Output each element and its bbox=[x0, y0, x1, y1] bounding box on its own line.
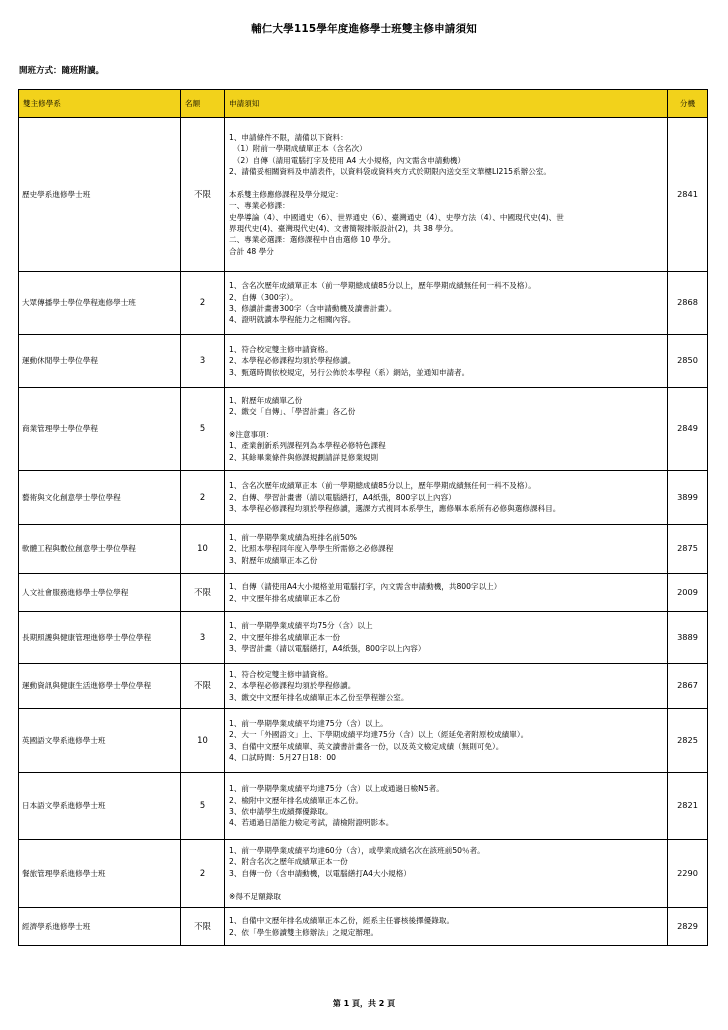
program-name: 英國語文學系進修學士班 bbox=[19, 709, 181, 773]
program-name: 藝術與文化創意學士學位學程 bbox=[19, 471, 181, 525]
header-extension: 分機 bbox=[668, 90, 708, 118]
note-line: 3、本學程必修課程均須於學程修讀，選課方式視同本系學生，應修畢本系所有必修與選修課科目。 bbox=[229, 504, 561, 514]
note-line: ※得不足額錄取 bbox=[229, 891, 281, 901]
note-line: 1、符合校定雙主修申請資格。 bbox=[229, 344, 333, 354]
note-line: 2、中文歷年排名成績單正本乙份 bbox=[229, 593, 341, 603]
program-quota: 2 bbox=[181, 471, 225, 525]
table-row bbox=[19, 118, 708, 272]
note-line: 2、大一「外國語文」上、下學期成績平均達75分（含）以上（經延免者附原校成績單）。 bbox=[229, 730, 529, 740]
header-program: 雙主修學系 bbox=[19, 90, 181, 118]
note-line bbox=[229, 418, 664, 429]
header-quota: 名額 bbox=[181, 90, 225, 118]
note-line: 2、請備妥相關資料及申請表件，以資料袋或資料夾方式於期限內送交至文華樓LI215系辦公室。 bbox=[229, 166, 551, 176]
program-name: 人文社會服務進修學士學位學程 bbox=[19, 574, 181, 612]
note-line: 2、附含名次之歷年成績單正本一份 bbox=[229, 857, 348, 867]
note-line: 1、附歷年成績單乙份 bbox=[229, 395, 303, 405]
note-line: 1、申請條件不限，請備以下資料： bbox=[229, 132, 348, 142]
program-name: 軟體工程與數位創意學士學位學程 bbox=[19, 525, 181, 574]
program-name: 經濟學系進修學士班 bbox=[19, 908, 181, 946]
double-major-table bbox=[18, 89, 708, 946]
note-line: 3、甄選時間依校規定，另行公佈於本學程（系）網站，並通知申請者。 bbox=[229, 367, 470, 377]
extension-number: 2875 bbox=[668, 525, 708, 574]
note-line: （1）附前一學期成績單正本（含名次） bbox=[229, 144, 367, 154]
note-line: 3、修讀計畫書300字（含申請動機及讀書計畫）。 bbox=[229, 304, 397, 313]
note-line: 1、前一學期學業成績平均75分（含）以上 bbox=[229, 621, 373, 631]
program-name: 長期照護與健康管理進修學士學位學程 bbox=[19, 612, 181, 664]
note-line: 3、附歷年成績單正本乙份 bbox=[229, 555, 318, 565]
table-row bbox=[19, 908, 708, 946]
note-line: 1、自傳（請使用A4大小規格並用電腦打字，內文需含申請動機，共800字以上） bbox=[229, 582, 502, 592]
program-quota: 3 bbox=[181, 335, 225, 388]
table-row bbox=[19, 335, 708, 388]
table-row bbox=[19, 574, 708, 612]
table-row bbox=[19, 664, 708, 709]
note-line: 1、產業創新系列課程列為本學程必修特色課程 bbox=[229, 441, 386, 451]
extension-number: 2849 bbox=[668, 388, 708, 471]
program-name: 歷史學系進修學士班 bbox=[19, 118, 181, 272]
note-line: 本系雙主修應修課程及學分規定： bbox=[229, 189, 343, 199]
note-line: 1、含名次歷年成績單正本（前一學期總成績85分以上，歷年學期成績無任何一科不及格）。 bbox=[229, 281, 536, 291]
note-line: 史學導論（4）、中國通史（6）、世界通史（6）、臺灣通史（4）、史學方法（4）、中國現代史(4)、世 bbox=[229, 212, 564, 222]
note-line: 2、本學程必修課程均須於學程修讀。 bbox=[229, 681, 356, 691]
program-quota: 10 bbox=[181, 709, 225, 773]
note-line: 3、學習計畫（請以電腦繕打，A4紙張，800字以上內容） bbox=[229, 644, 426, 654]
program-quota: 不限 bbox=[181, 908, 225, 946]
note-line: 3、繳交中文歷年排名成績單正本乙份至學程辦公室。 bbox=[229, 692, 409, 702]
note-line: 2、依「學生修讀雙主修辦法」之規定辦理。 bbox=[229, 927, 379, 937]
note-line: 二、專業必選課：選修課程中自由選修 10 學分。 bbox=[229, 235, 396, 245]
table-row bbox=[19, 709, 708, 773]
program-quota: 不限 bbox=[181, 574, 225, 612]
note-line: 3、依申請學生成績擇優錄取。 bbox=[229, 807, 333, 816]
extension-number: 2868 bbox=[668, 272, 708, 335]
note-line: 合計 48 學分 bbox=[229, 246, 274, 256]
application-notes bbox=[225, 773, 668, 840]
extension-number: 3889 bbox=[668, 612, 708, 664]
application-notes bbox=[225, 335, 668, 388]
application-notes bbox=[225, 388, 668, 471]
note-line: 界現代史(4)、臺灣現代史(4)、文書簡報排版設計(2)，共 38 學分。 bbox=[229, 224, 459, 234]
note-line: 2、其餘畢業條件與修課規劃請詳見修業規則 bbox=[229, 452, 379, 462]
note-line: （2）自傳（請用電腦打字及使用 A4 大小規格，內文需含申請動機） bbox=[229, 155, 466, 165]
extension-number: 2825 bbox=[668, 709, 708, 773]
note-line: 4、證明就讀本學程能力之相關內容。 bbox=[229, 315, 356, 325]
table-row bbox=[19, 525, 708, 574]
program-name: 商業管理學士學位學程 bbox=[19, 388, 181, 471]
note-line: 1、前一學期學業成績平均達75分（含）以上或通過日檢N5者。 bbox=[229, 784, 444, 794]
note-line: 2、自傳、學習計畫書（請以電腦繕打，A4紙張，800字以上內容） bbox=[229, 492, 456, 502]
program-quota: 5 bbox=[181, 388, 225, 471]
extension-number: 2009 bbox=[668, 574, 708, 612]
application-notes bbox=[225, 908, 668, 946]
note-line: 1、前一學期學業成績平均達75分（含）以上。 bbox=[229, 718, 388, 728]
note-line: 4、若通過日語能力檢定考試，請檢附證明影本。 bbox=[229, 818, 394, 828]
table-row bbox=[19, 840, 708, 908]
note-line: 1、前一學期學業成績平均達60分（含），或學業成績名次在該班前50％者。 bbox=[229, 845, 485, 855]
note-line: 2、本學程必修課程均須於學程修讀。 bbox=[229, 356, 356, 366]
table-header-row bbox=[19, 90, 708, 118]
page-footer: 第 1 頁，共 2 頁 bbox=[332, 999, 396, 1008]
program-quota: 5 bbox=[181, 773, 225, 840]
program-name: 日本語文學系進修學士班 bbox=[19, 773, 181, 840]
application-notes bbox=[225, 840, 668, 908]
application-notes bbox=[225, 272, 668, 335]
program-quota: 不限 bbox=[181, 118, 225, 272]
note-line: 3、自傳一份（含申請動機，以電腦繕打A4大小規格） bbox=[229, 868, 411, 878]
note-line: 3、自備中文歷年成績單、英文讀書計畫各一份，以及英文檢定成績（無則可免）。 bbox=[229, 741, 504, 751]
program-quota: 2 bbox=[181, 840, 225, 908]
extension-number: 2290 bbox=[668, 840, 708, 908]
document-title: 輔仁大學115學年度進修學士班雙主修申請須知 bbox=[251, 23, 477, 35]
application-notes bbox=[225, 664, 668, 709]
note-line: 1、含名次歷年成績單正本（前一學期總成績85分以上，歷年學期成績無任何一科不及格）。 bbox=[229, 481, 536, 491]
note-line: 一、專業必修課： bbox=[229, 201, 290, 211]
extension-number: 2829 bbox=[668, 908, 708, 946]
program-name: 運動資訊與健康生活進修學士學位學程 bbox=[19, 664, 181, 709]
extension-number: 2841 bbox=[668, 118, 708, 272]
application-notes bbox=[225, 709, 668, 773]
note-line: ※注意事項： bbox=[229, 430, 274, 439]
table-row bbox=[19, 612, 708, 664]
application-notes bbox=[225, 574, 668, 612]
note-line bbox=[229, 879, 664, 890]
note-line: 1、前一學期學業成績為班排名前50% bbox=[229, 532, 358, 542]
note-line: 2、檢附中文歷年排名成績單正本乙份。 bbox=[229, 795, 363, 805]
note-line: 2、自傳（300字）。 bbox=[229, 292, 298, 302]
extension-number: 2850 bbox=[668, 335, 708, 388]
extension-number: 3899 bbox=[668, 471, 708, 525]
table-row bbox=[19, 773, 708, 840]
program-quota: 3 bbox=[181, 612, 225, 664]
extension-number: 2821 bbox=[668, 773, 708, 840]
program-quota: 2 bbox=[181, 272, 225, 335]
program-name: 大眾傳播學士學位學程進修學士班 bbox=[19, 272, 181, 335]
table-row bbox=[19, 471, 708, 525]
note-line: 2、繳交「自傳」、「學習計畫」各乙份 bbox=[229, 407, 356, 417]
class-method-note: 開班方式：隨班附讀。 bbox=[19, 66, 105, 76]
application-notes bbox=[225, 612, 668, 664]
note-line: 1、符合校定雙主修申請資格。 bbox=[229, 669, 333, 679]
program-name: 餐旅管理學系進修學士班 bbox=[19, 840, 181, 908]
note-line: 4、口試時間：5月27日18：00 bbox=[229, 752, 336, 762]
note-line bbox=[229, 177, 664, 188]
table-row bbox=[19, 272, 708, 335]
program-quota: 10 bbox=[181, 525, 225, 574]
note-line: 1、自備中文歷年排名成績單正本乙份，經系主任審核後擇優錄取。 bbox=[229, 916, 455, 926]
extension-number: 2867 bbox=[668, 664, 708, 709]
application-notes bbox=[225, 525, 668, 574]
application-notes bbox=[225, 471, 668, 525]
note-line: 2、中文歷年排名成績單正本一份 bbox=[229, 632, 341, 642]
program-name: 運動休閒學士學位學程 bbox=[19, 335, 181, 388]
application-notes bbox=[225, 118, 668, 272]
table-row bbox=[19, 388, 708, 471]
program-quota: 不限 bbox=[181, 664, 225, 709]
header-notes: 申請須知 bbox=[225, 90, 668, 118]
note-line: 2、比照本學程同年度入學學生所需修之必修課程 bbox=[229, 544, 394, 554]
